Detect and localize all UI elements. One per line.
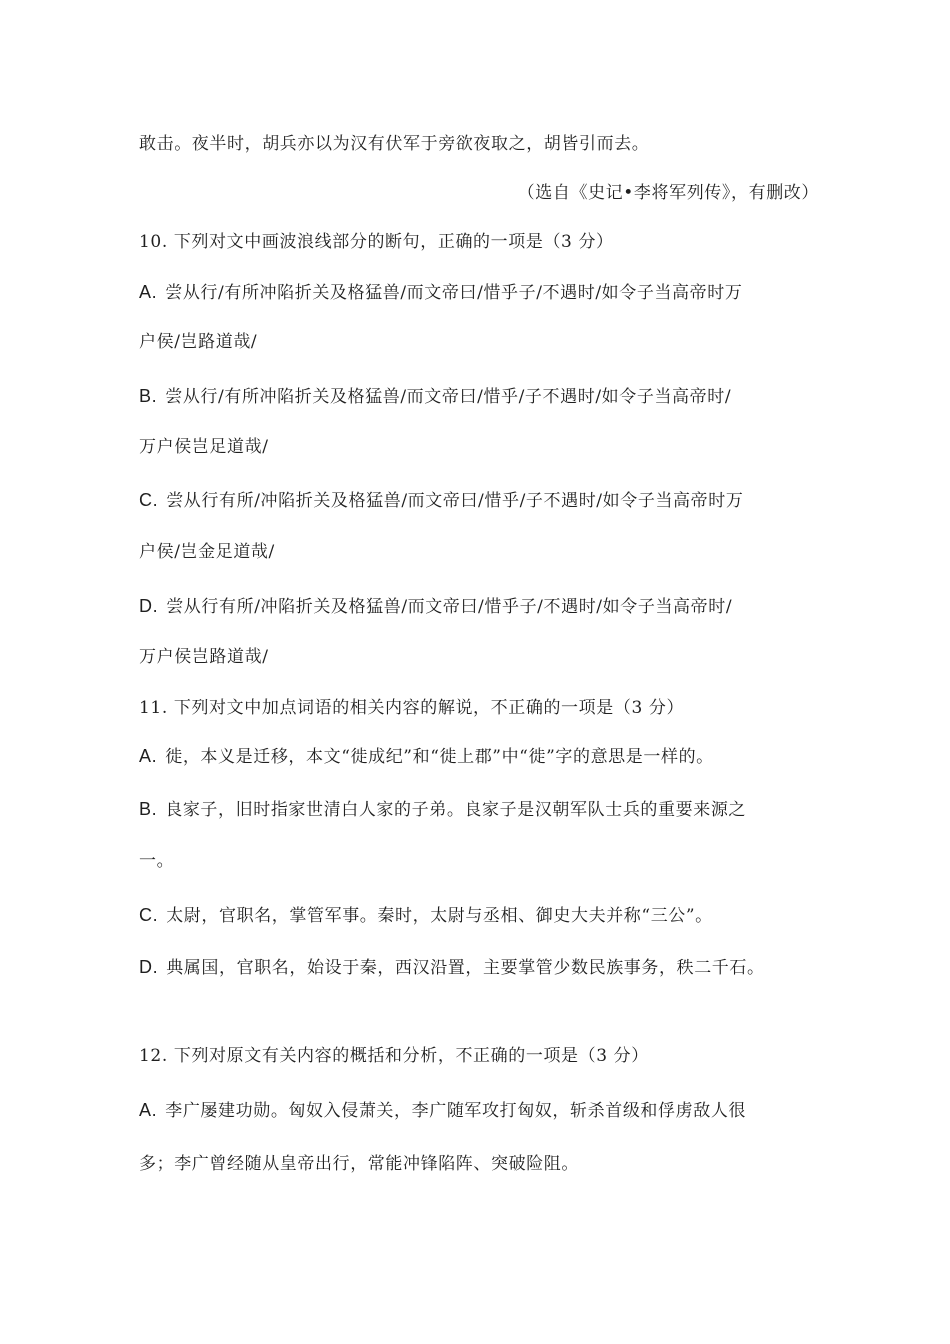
q11-option-b-cont: 一。 — [139, 851, 175, 871]
q10-option-d — [139, 595, 732, 618]
option-text: 尝从行/有所冲陷折关及格猛兽/而文帝曰/惜乎/子不遇时/如令子当高帝时/ — [165, 387, 732, 407]
passage-last-line: 敢击。夜半时，胡兵亦以为汉有伏军于旁欲夜取之，胡皆引而去。 — [139, 134, 650, 154]
option-text: 典属国，官职名，始设于秦，西汉沿置，主要掌管少数民族事务，秩二千石。 — [166, 958, 765, 978]
option-text: 尝从行有所/冲陷折关及格猛兽/而文帝曰/惜乎子/不遇时/如令子当高帝时/ — [166, 597, 733, 617]
option-label: B. — [139, 386, 158, 406]
q10-option-a-cont: 户侯/岂路道哉/ — [139, 332, 258, 352]
q10-option-b-cont: 万户侯岂足道哉/ — [139, 437, 269, 457]
option-label: A. — [139, 1100, 158, 1120]
option-label: C. — [139, 490, 159, 510]
option-label: D. — [139, 596, 159, 616]
question-11-stem: 11. 下列对文中加点词语的相关内容的解说，不正确的一项是（3 分） — [139, 698, 685, 718]
option-label: B. — [139, 799, 158, 819]
q12-option-a-cont: 多；李广曾经随从皇帝出行，常能冲锋陷阵、突破险阻。 — [139, 1154, 579, 1174]
q12-option-a — [139, 1099, 746, 1122]
option-text: 徙，本义是迁移，本文“徙成纪”和“徙上郡”中“徙”字的意思是一样的。 — [165, 747, 714, 767]
option-label: A. — [139, 282, 158, 302]
q10-option-b — [139, 385, 731, 408]
option-label: A. — [139, 746, 158, 766]
option-label: C. — [139, 905, 159, 925]
q10-option-c-cont: 户侯/岂金足道哉/ — [139, 542, 275, 562]
option-text: 太尉，官职名，掌管军事。秦时，太尉与丞相、御史大夫并称“三公”。 — [166, 906, 713, 926]
option-text: 尝从行/有所冲陷折关及格猛兽/而文帝曰/惜乎子/不遇时/如令子当高帝时万 — [165, 283, 743, 303]
q11-option-d — [139, 956, 765, 979]
question-12-stem: 12. 下列对原文有关内容的概括和分析，不正确的一项是（3 分） — [139, 1046, 649, 1066]
option-text: 良家子，旧时指家世清白人家的子弟。良家子是汉朝军队士兵的重要来源之 — [165, 800, 747, 820]
q10-option-a — [139, 281, 742, 304]
question-10-stem: 10. 下列对文中画波浪线部分的断句，正确的一项是（3 分） — [139, 232, 614, 252]
q11-option-a — [139, 745, 714, 768]
q11-option-c — [139, 904, 713, 927]
option-text: 李广屡建功勋。匈奴入侵萧关，李广随军攻打匈奴，斩杀首级和俘虏敌人很 — [165, 1101, 747, 1121]
q10-option-c — [139, 489, 743, 512]
source-citation: （选自《史记•李将军列传》，有删改） — [517, 183, 819, 203]
q10-option-d-cont: 万户侯岂路道哉/ — [139, 647, 269, 667]
q11-option-b — [139, 798, 746, 821]
option-label: D. — [139, 957, 159, 977]
option-text: 尝从行有所/冲陷折关及格猛兽/而文帝曰/惜乎/子不遇时/如令子当高帝时万 — [166, 491, 744, 511]
